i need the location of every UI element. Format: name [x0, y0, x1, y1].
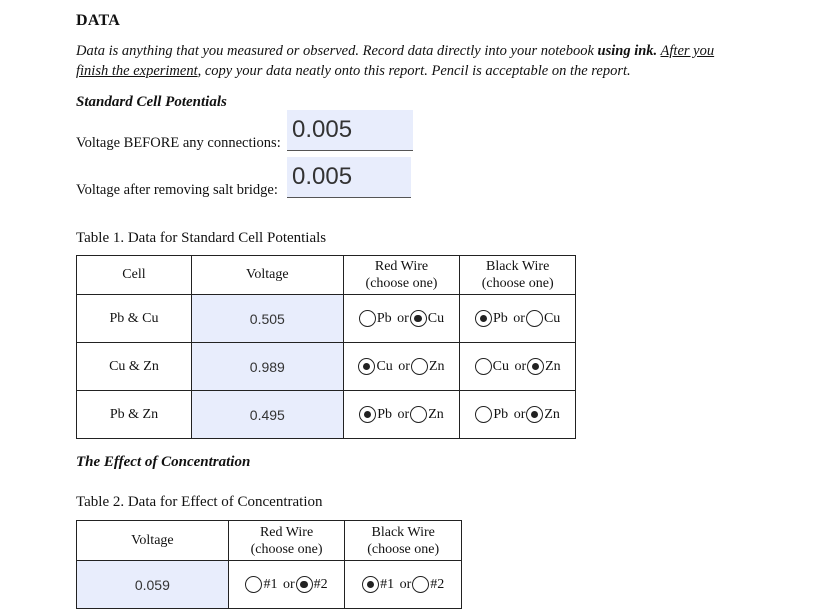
standard-potentials-table	[76, 255, 576, 439]
radio-button[interactable]	[359, 406, 376, 423]
option-label: Zn	[544, 406, 560, 422]
option-label: #1	[263, 576, 278, 592]
option-label: Cu	[376, 358, 393, 374]
option-label: Zn	[428, 406, 444, 422]
cell-name: Cu & Zn	[77, 343, 192, 391]
option-label: Cu	[427, 310, 445, 326]
radio-button[interactable]	[245, 576, 262, 593]
or-text: or	[399, 576, 412, 592]
cell-name: Pb & Cu	[77, 295, 192, 343]
or-text: or	[397, 310, 409, 326]
radio-button[interactable]	[359, 310, 376, 327]
instructions-underline1: After you	[660, 43, 715, 59]
column-header-cell: Cell	[77, 256, 192, 295]
black-wire-title: Black Wire	[371, 524, 435, 540]
voltage-before-label: Voltage BEFORE any connections:	[76, 135, 281, 151]
black-wire-subtitle: (choose one)	[481, 276, 554, 291]
option-label: Pb	[493, 310, 508, 326]
option-label: #2	[313, 576, 328, 592]
black-wire-title: Black Wire	[485, 259, 550, 274]
or-text: or	[282, 576, 295, 592]
radio-button[interactable]	[475, 358, 492, 375]
table-header-row	[77, 256, 576, 295]
column-header-voltage: Voltage	[77, 521, 229, 561]
table-row	[77, 295, 576, 343]
table-row	[77, 561, 462, 609]
red-wire-choice	[343, 343, 460, 391]
radio-button[interactable]	[296, 576, 313, 593]
red-wire-title: Red Wire	[259, 524, 314, 540]
instructions-text	[76, 41, 766, 81]
or-text: or	[513, 406, 526, 422]
instructions-part2: , copy your data neatly onto this report. Pencil is acceptable on the report.	[197, 63, 631, 79]
red-wire-title: Red Wire	[374, 259, 429, 274]
instructions-part1: Data is anything that you measured or observed. Record data directly into your notebook	[76, 43, 598, 59]
column-header-red-wire	[228, 521, 345, 561]
red-wire-choice	[228, 561, 345, 609]
radio-button[interactable]	[410, 406, 427, 423]
radio-button[interactable]	[362, 576, 379, 593]
radio-button[interactable]	[526, 406, 543, 423]
black-wire-choice	[460, 295, 576, 343]
concentration-heading: The Effect of Concentration	[76, 454, 251, 470]
table1-caption: Table 1. Data for Standard Cell Potentials	[76, 230, 327, 246]
column-header-black-wire	[460, 256, 576, 295]
or-text: or	[398, 358, 410, 374]
option-label: Zn	[545, 358, 561, 374]
radio-button[interactable]	[475, 406, 492, 423]
table-row	[77, 343, 576, 391]
radio-button[interactable]	[526, 310, 543, 327]
column-header-black-wire	[345, 521, 462, 561]
red-wire-subtitle: (choose one)	[365, 276, 438, 291]
voltage-field[interactable]: 0.505	[191, 295, 343, 343]
table2-caption: Table 2. Data for Effect of Concentration	[76, 494, 323, 510]
column-header-red-wire	[343, 256, 460, 295]
option-label: Pb	[493, 406, 509, 422]
voltage-after-label: Voltage after removing salt bridge:	[76, 182, 278, 198]
radio-button[interactable]	[358, 358, 375, 375]
table-header-row	[77, 521, 462, 561]
red-wire-choice	[343, 391, 460, 439]
radio-button[interactable]	[527, 358, 544, 375]
instructions-bold: using ink.	[597, 43, 658, 59]
red-wire-choice	[343, 295, 460, 343]
black-wire-choice	[460, 343, 576, 391]
black-wire-choice	[345, 561, 462, 609]
option-label: Cu	[543, 310, 561, 326]
or-text: or	[514, 358, 527, 374]
radio-button[interactable]	[475, 310, 492, 327]
table-row	[77, 391, 576, 439]
cell-name: Pb & Zn	[77, 391, 192, 439]
option-label: Cu	[492, 358, 509, 374]
option-label: #1	[380, 576, 395, 592]
black-wire-choice	[460, 391, 576, 439]
radio-button[interactable]	[411, 358, 428, 375]
instructions-underline2: finish the experiment	[76, 63, 198, 79]
radio-button[interactable]	[410, 310, 427, 327]
or-text: or	[397, 406, 410, 422]
section-title: DATA	[76, 12, 121, 29]
concentration-table	[76, 520, 462, 609]
voltage-before-field[interactable]: 0.005	[287, 110, 413, 151]
radio-button[interactable]	[412, 576, 429, 593]
voltage-field[interactable]: 0.495	[191, 391, 343, 439]
standard-potentials-heading: Standard Cell Potentials	[76, 94, 227, 110]
option-label: Zn	[428, 358, 445, 374]
column-header-voltage: Voltage	[191, 256, 343, 295]
or-text: or	[513, 310, 525, 326]
red-wire-subtitle: (choose one)	[250, 541, 323, 557]
option-label: #2	[430, 576, 445, 592]
voltage-field[interactable]: 0.989	[191, 343, 343, 391]
option-label: Pb	[377, 406, 393, 422]
option-label: Pb	[376, 310, 392, 326]
voltage-field[interactable]: 0.059	[77, 561, 229, 609]
voltage-after-field[interactable]: 0.005	[287, 157, 411, 198]
black-wire-subtitle: (choose one)	[367, 541, 440, 557]
